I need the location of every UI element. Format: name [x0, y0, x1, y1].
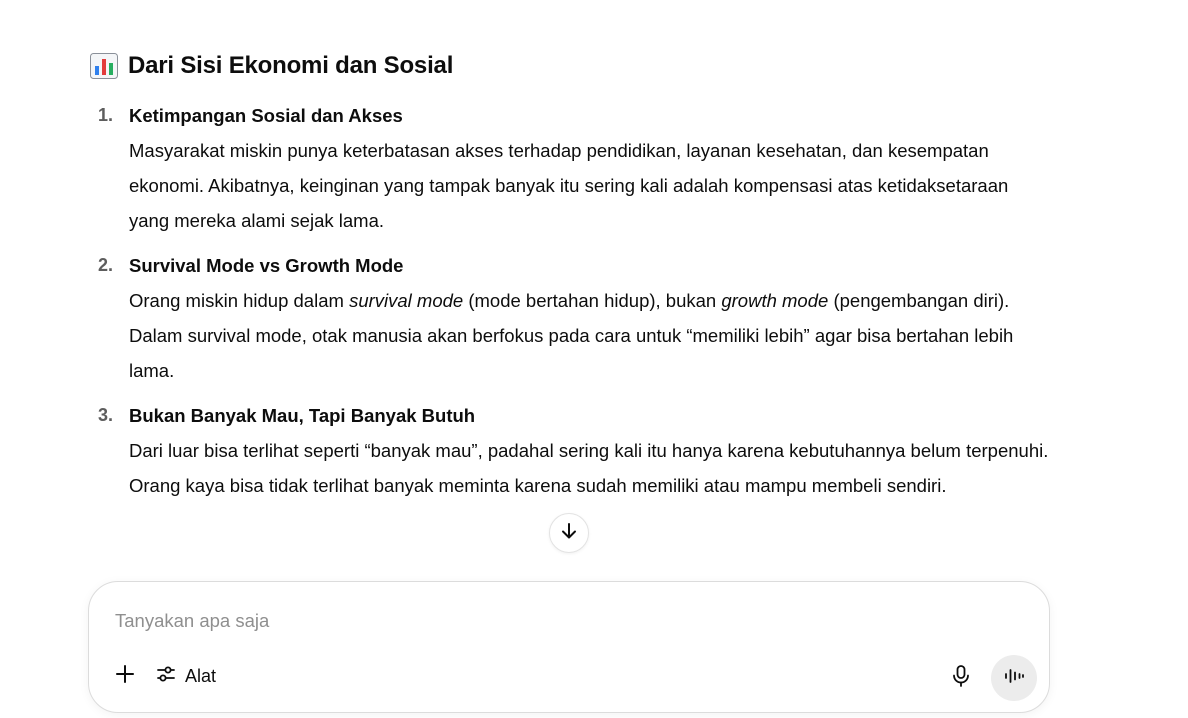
- list-item: [90, 98, 1050, 238]
- point-body-text: Masyarakat miskin punya keterbatasan akses terhadap pendidikan, layanan kesehatan, dan kesempatan ekonomi. Akibatnya, keinginan yang tampak banyak itu sering kali adalah kompensasi atas ketidaksetaraan yang mereka alami sejak lama.: [129, 140, 1009, 231]
- point-title: Survival Mode vs Growth Mode: [129, 255, 404, 276]
- voice-waveform-icon: [1003, 666, 1025, 691]
- point-body-text: Orang miskin hidup dalam: [129, 290, 350, 311]
- list-item: [90, 248, 1050, 388]
- prompt-input[interactable]: [115, 606, 995, 636]
- point-body-emphasis: growth mode: [721, 290, 829, 311]
- sliders-icon: [155, 663, 177, 690]
- list-number: 1.: [98, 105, 114, 125]
- tools-label: Alat: [185, 665, 217, 686]
- point-body-text: (pengembangan diri). Dalam survival mode, otak manusia akan berfokus pada cara untuk “memiliki lebih” agar bisa bertahan lebih lama.: [129, 290, 1014, 381]
- chat-composer: [88, 581, 1050, 713]
- list-item: [90, 398, 1050, 503]
- microphone-icon: [950, 664, 972, 693]
- tools-button[interactable]: [155, 660, 216, 692]
- point-body: [129, 133, 1050, 238]
- point-title: Ketimpangan Sosial dan Akses: [129, 105, 403, 126]
- add-attachment-button[interactable]: [109, 660, 141, 692]
- list-number: 3.: [98, 405, 114, 425]
- point-body-text: (mode bertahan hidup), bukan: [463, 290, 722, 311]
- composer-toolbar: [109, 660, 216, 692]
- list-number: 2.: [98, 255, 114, 275]
- bar-chart-icon: [90, 53, 118, 79]
- point-body-text: Dari luar bisa terlihat seperti “banyak mau”, padahal sering kali itu hanya karena kebutuhannya belum terpenuhi. Orang kaya bisa tidak terlihat banyak meminta karena sudah memiliki atau mampu membeli sendiri.: [129, 440, 1049, 496]
- section-title: Dari Sisi Ekonomi dan Sosial: [128, 52, 454, 79]
- arrow-down-icon: [559, 521, 579, 546]
- voice-mode-button[interactable]: [991, 655, 1037, 701]
- point-body: [129, 433, 1050, 503]
- points-list: [90, 98, 1050, 503]
- assistant-message: [90, 48, 1050, 513]
- plus-icon: [114, 663, 136, 690]
- point-title: Bukan Banyak Mau, Tapi Banyak Butuh: [129, 405, 476, 426]
- point-body: [129, 283, 1050, 388]
- dictate-button[interactable]: [945, 662, 977, 694]
- section-heading: [90, 48, 1050, 84]
- scroll-to-bottom-button[interactable]: [549, 513, 589, 553]
- point-body-emphasis: survival mode: [349, 290, 464, 311]
